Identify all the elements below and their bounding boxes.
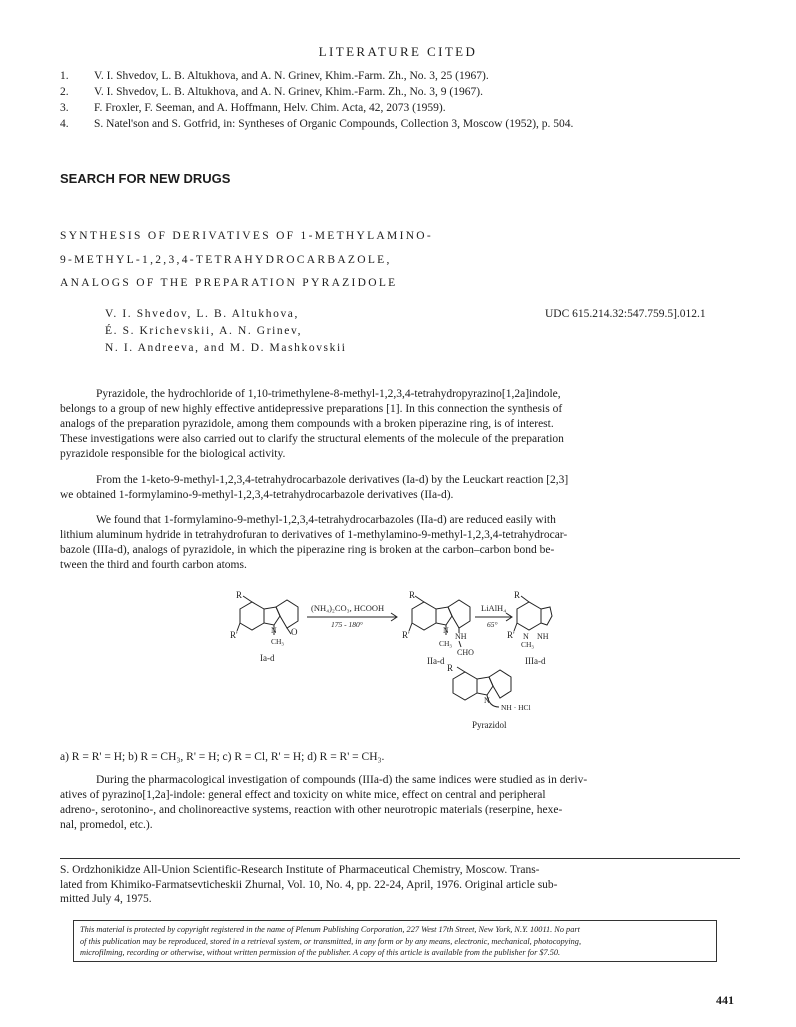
reagent-1-bottom: 175 - 180° xyxy=(331,620,363,629)
text-line: analogs of the preparation pyrazidole, among them compounds with a broken piperazine ring, is of interest. xyxy=(60,417,554,430)
reference-text: V. I. Shvedov, L. B. Altukhova, and A. N. Grinev, Khim.-Farm. Zh., No. 3, 9 (1967). xyxy=(94,86,483,98)
text-line: We found that 1-formylamino-9-methyl-1,2,3,4-tetrahydrocarbazoles (IIa-d) are reduced easily with xyxy=(96,514,556,526)
label-ch3: CH₃ xyxy=(439,639,453,648)
paragraph-leuckart xyxy=(60,473,736,503)
reference-number: 2. xyxy=(60,86,69,98)
reference-text: V. I. Shvedov, L. B. Altukhova, and A. N. Grinev, Khim.-Farm. Zh., No. 3, 25 (1967). xyxy=(94,70,489,82)
text-line: Pyrazidole, the hydrochloride of 1,10-trimethylene-8-methyl-1,2,3,4-tetrahydropyrazino[1,2a]indole, xyxy=(96,388,561,400)
paragraph-pharmacology xyxy=(60,773,736,833)
structure-pyrazidol xyxy=(453,667,511,707)
compound-label-ia: Ia-d xyxy=(260,653,275,663)
label-cho: CHO xyxy=(457,648,474,657)
text-line: During the pharmacological investigation of compounds (IIIa-d) the same indices were studied as in deriv- xyxy=(96,774,588,786)
label-n: N xyxy=(271,626,277,635)
paragraph-reduction xyxy=(60,513,736,573)
structure-iiia xyxy=(514,596,552,631)
text-line: tween the third and fourth carbon atoms. xyxy=(60,558,247,571)
text-line: belongs to a group of new highly effective antidepressive preparations [1]. In this connection the synthesis of xyxy=(60,402,563,415)
reference-text: F. Froxler, F. Seeman, and A. Hoffmann, Helv. Chim. Acta, 42, 2073 (1959). xyxy=(94,102,446,114)
label-r: R xyxy=(409,591,416,600)
text-line: pyrazidole responsible for the biological activity. xyxy=(60,447,286,460)
label-n: N xyxy=(484,696,490,705)
label-nh: NH xyxy=(537,632,549,641)
reference-number: 1. xyxy=(60,70,69,82)
compound-label-pyrazidol: Pyrazidol xyxy=(472,720,507,730)
text-line: This material is protected by copyright registered in the name of Plenum Publishing Corporation, 227 West 17th Street, New York, N.Y. 10011. No part xyxy=(80,925,580,934)
text-line: From the 1-keto-9-methyl-1,2,3,4-tetrahydrocarbazole derivatives (Ia-d) by the Leuckart reaction [2,3] xyxy=(96,474,569,486)
reagent-1-top: (NH₄)₂CO₃, HCOOH xyxy=(311,603,385,613)
author-line: N. I. Andreeva, and M. D. Mashkovskii xyxy=(105,342,347,354)
reference-1 xyxy=(60,69,489,83)
footnote-divider xyxy=(60,858,740,859)
label-r-prime: R' xyxy=(230,630,238,640)
label-nh-hcl: NH · HCl xyxy=(501,703,531,712)
structure-ia xyxy=(237,596,298,635)
text-line: microfilming, recording or otherwise, without written permission of the publisher. A copy of this article is available from the publisher for $7.50. xyxy=(80,948,561,957)
footnote xyxy=(60,863,736,907)
reference-2 xyxy=(60,85,483,99)
label-r-prime: R' xyxy=(402,630,410,640)
reference-text: S. Natel'son and S. Gotfrid, in: Syntheses of Organic Compounds, Collection 3, Moscow (1952), p. 504. xyxy=(94,118,574,130)
text-line: of this publication may be reproduced, stored in a retrieval system, or transmitted, in any form or by any means, electronic, mechanical, photocopying, xyxy=(80,936,582,946)
literature-cited-heading: LITERATURE CITED xyxy=(318,44,478,59)
paragraph-intro xyxy=(60,387,736,462)
text-line: lithium aluminum hydride in tetrahydrofuran to derivatives of 1-methylamino-9-methyl-1,2,3,4-tetrahydrocar- xyxy=(60,528,568,541)
substituent-key xyxy=(60,750,736,765)
reference-number: 4. xyxy=(60,118,69,130)
label-r: R xyxy=(514,591,521,600)
text-line: atives of pyrazino[1,2a]-indole: general effect and toxicity on white mice, effect on central and peripheral xyxy=(60,788,546,801)
label-n: N xyxy=(443,626,449,635)
text-line: a) R = R' = H; b) R = CH₃, R' = H; c) R = Cl, R' = H; d) R = R' = CH₃. xyxy=(60,751,385,763)
reaction-scheme xyxy=(225,591,555,741)
section-title: SEARCH FOR NEW DRUGS xyxy=(60,171,231,186)
label-r: R xyxy=(447,663,454,673)
reagent-2-bottom: 65° xyxy=(487,620,498,629)
text-line: bazole (IIIa-d), analogs of pyrazidole, in which the piperazine ring is broken at the carbon–carbon bond be- xyxy=(60,543,555,556)
author-line: V. I. Shvedov, L. B. Altukhova, xyxy=(105,308,299,320)
article-title-line: SYNTHESIS OF DERIVATIVES OF 1-METHYLAMINO- xyxy=(60,230,434,242)
label-r-prime: R' xyxy=(507,630,515,640)
text-line: mitted July 4, 1975. xyxy=(60,893,152,905)
compound-label-iiia: IIIa-d xyxy=(525,656,546,666)
text-line: nal, promedol, etc.). xyxy=(60,818,153,831)
copyright-notice xyxy=(73,920,717,962)
text-line: we obtained 1-formylamino-9-methyl-1,2,3,4-tetrahydrocarbazole derivatives (IIa-d). xyxy=(60,488,454,501)
label-ch3: CH₃ xyxy=(521,640,535,649)
author-line: É. S. Krichevskii, A. N. Grinev, xyxy=(105,325,303,337)
udc-code: UDC 615.214.32:547.759.5].012.1 xyxy=(545,308,706,320)
label-o: O xyxy=(291,627,298,637)
label-r: R xyxy=(236,591,243,600)
reagent-2-top: LiAlH₄ xyxy=(481,603,507,613)
label-n: N xyxy=(523,632,529,641)
text-line: lated from Khimiko-Farmatsevticheskii Zhurnal, Vol. 10, No. 4, pp. 22-24, April, 1976. Original article sub- xyxy=(60,878,558,891)
reference-number: 3. xyxy=(60,102,69,114)
article-title-line: 9-METHYL-1,2,3,4-TETRAHYDROCARBAZOLE, xyxy=(60,254,392,266)
reference-3 xyxy=(60,101,446,115)
page-number: 441 xyxy=(716,993,734,1007)
text-line: These investigations were also carried out to clarify the structural elements of the molecule of the preparation xyxy=(60,432,564,445)
compound-label-iia: IIa-d xyxy=(427,656,445,666)
article-title-line: ANALOGS OF THE PREPARATION PYRAZIDOLE xyxy=(60,277,398,289)
label-ch3: CH₃ xyxy=(271,637,285,646)
text-line: S. Ordzhonikidze All-Union Scientific-Research Institute of Pharmaceutical Chemistry, Moscow. Trans- xyxy=(60,864,540,876)
text-line: adreno-, serotonino-, and cholinoreactive systems, reaction with other neurotropic materials (reserpine, hexe- xyxy=(60,803,563,816)
label-nh: NH xyxy=(455,632,467,641)
reference-4 xyxy=(60,117,573,131)
